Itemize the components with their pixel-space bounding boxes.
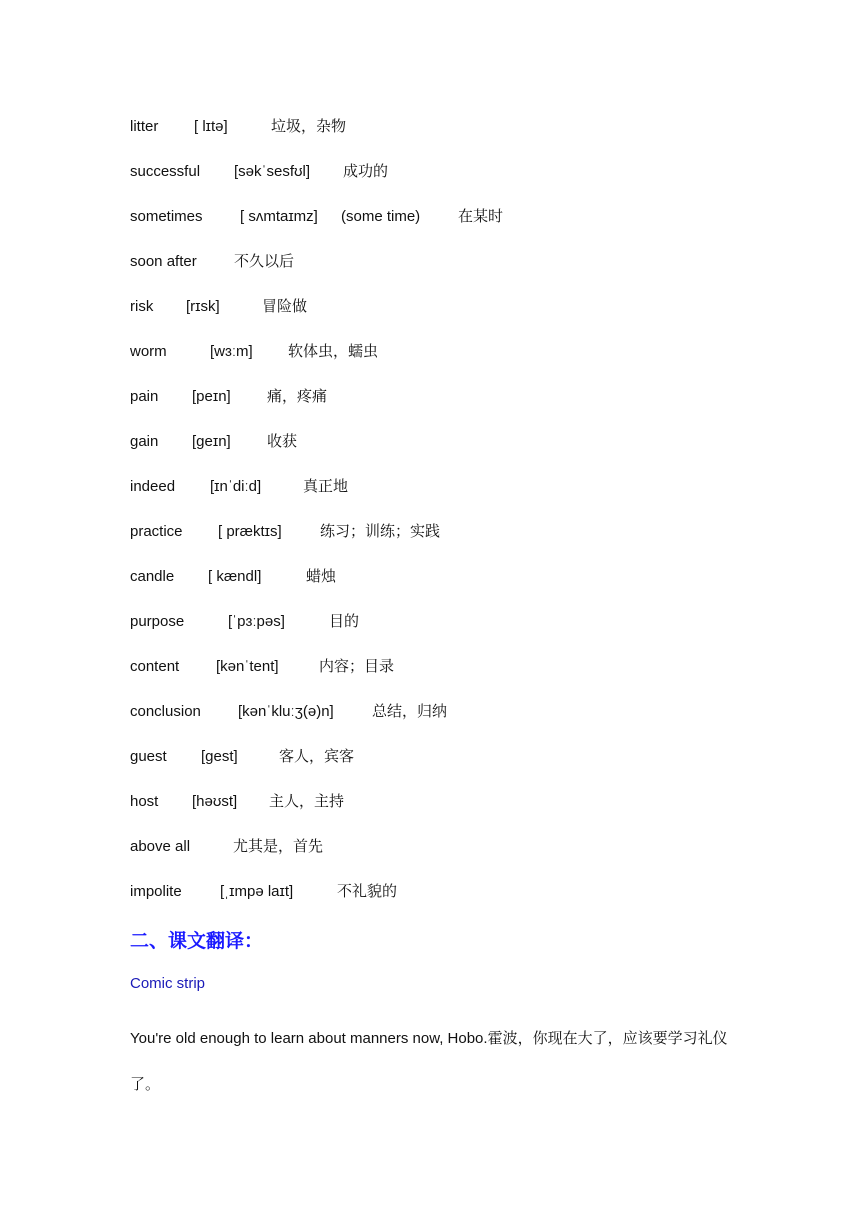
vocab-word: risk [130, 298, 154, 315]
vocab-word: litter [130, 118, 159, 135]
vocab-phonetic: [peɪn] [192, 388, 231, 405]
vocab-word: practice [130, 523, 183, 540]
vocab-meaning: 不久以后 [234, 253, 295, 270]
vocab-word: sometimes [130, 208, 203, 225]
vocab-word: successful [130, 163, 201, 180]
vocab-note: (some time) [341, 208, 421, 225]
vocab-word: impolite [130, 883, 182, 900]
vocab-phonetic: [ præktɪs] [218, 523, 282, 540]
vocab-phonetic: [səkˈsesfʊl] [234, 163, 311, 180]
section-title: 二、课文翻译： [130, 930, 264, 952]
vocab-phonetic: [həʊst] [192, 793, 238, 810]
vocab-word: conclusion [130, 703, 201, 720]
vocab-word: purpose [130, 613, 185, 630]
vocab-phonetic: [ˌɪmpə laɪt] [220, 883, 294, 900]
vocab-phonetic: [gest] [201, 748, 238, 765]
vocab-meaning: 在某时 [458, 208, 504, 225]
vocab-meaning: 目的 [329, 613, 360, 630]
vocab-meaning: 成功的 [343, 163, 389, 180]
vocab-word: above all [130, 838, 191, 855]
vocab-word: worm [130, 343, 167, 360]
vocab-phonetic: [rɪsk] [186, 298, 220, 315]
vocab-word: indeed [130, 478, 176, 495]
vocab-phonetic: [kənˈtent] [216, 658, 279, 675]
vocab-word: guest [130, 748, 167, 765]
vocab-meaning: 内容；目录 [319, 658, 395, 675]
vocab-phonetic: [ kændl] [208, 568, 262, 585]
section-subtitle: Comic strip [130, 975, 206, 992]
vocab-word: soon after [130, 253, 197, 270]
vocab-meaning: 尤其是，首先 [233, 838, 324, 855]
vocab-word: pain [130, 388, 159, 405]
vocab-word: host [130, 793, 159, 810]
vocab-phonetic: [ˈpɜːpəs] [228, 613, 285, 630]
vocab-meaning: 主人，主持 [269, 793, 345, 810]
vocab-meaning: 不礼貌的 [337, 883, 398, 900]
vocab-phonetic: [wɜːm] [210, 343, 253, 360]
vocab-meaning: 练习；训练；实践 [320, 523, 441, 540]
vocab-word: gain [130, 433, 159, 450]
vocab-meaning: 客人，宾客 [279, 748, 355, 765]
vocab-phonetic: [ lɪtə] [194, 118, 228, 135]
vocab-word: candle [130, 568, 175, 585]
vocab-meaning: 蜡烛 [306, 568, 337, 585]
vocab-meaning: 真正地 [303, 478, 349, 495]
vocab-phonetic: [geɪn] [192, 433, 231, 450]
vocab-word: content [130, 658, 180, 675]
vocab-phonetic: [ sʌmtaɪmz] [240, 208, 318, 225]
vocab-meaning: 收获 [267, 433, 298, 450]
vocab-meaning: 软体虫，蠕虫 [288, 343, 379, 360]
vocab-meaning: 垃圾，杂物 [271, 118, 347, 135]
vocab-meaning: 冒险做 [262, 298, 308, 315]
vocab-meaning: 痛，疼痛 [267, 388, 328, 405]
vocab-phonetic: [kənˈkluːʒ(ə)n] [238, 703, 334, 720]
translation-paragraph: You're old enough to learn about manners now, Hobo.霍波，你现在大了，应该要学习礼仪了。 [130, 1030, 728, 1093]
vocab-meaning: 总结，归纳 [372, 703, 448, 720]
vocab-phonetic: [ɪnˈdiːd] [210, 478, 262, 495]
